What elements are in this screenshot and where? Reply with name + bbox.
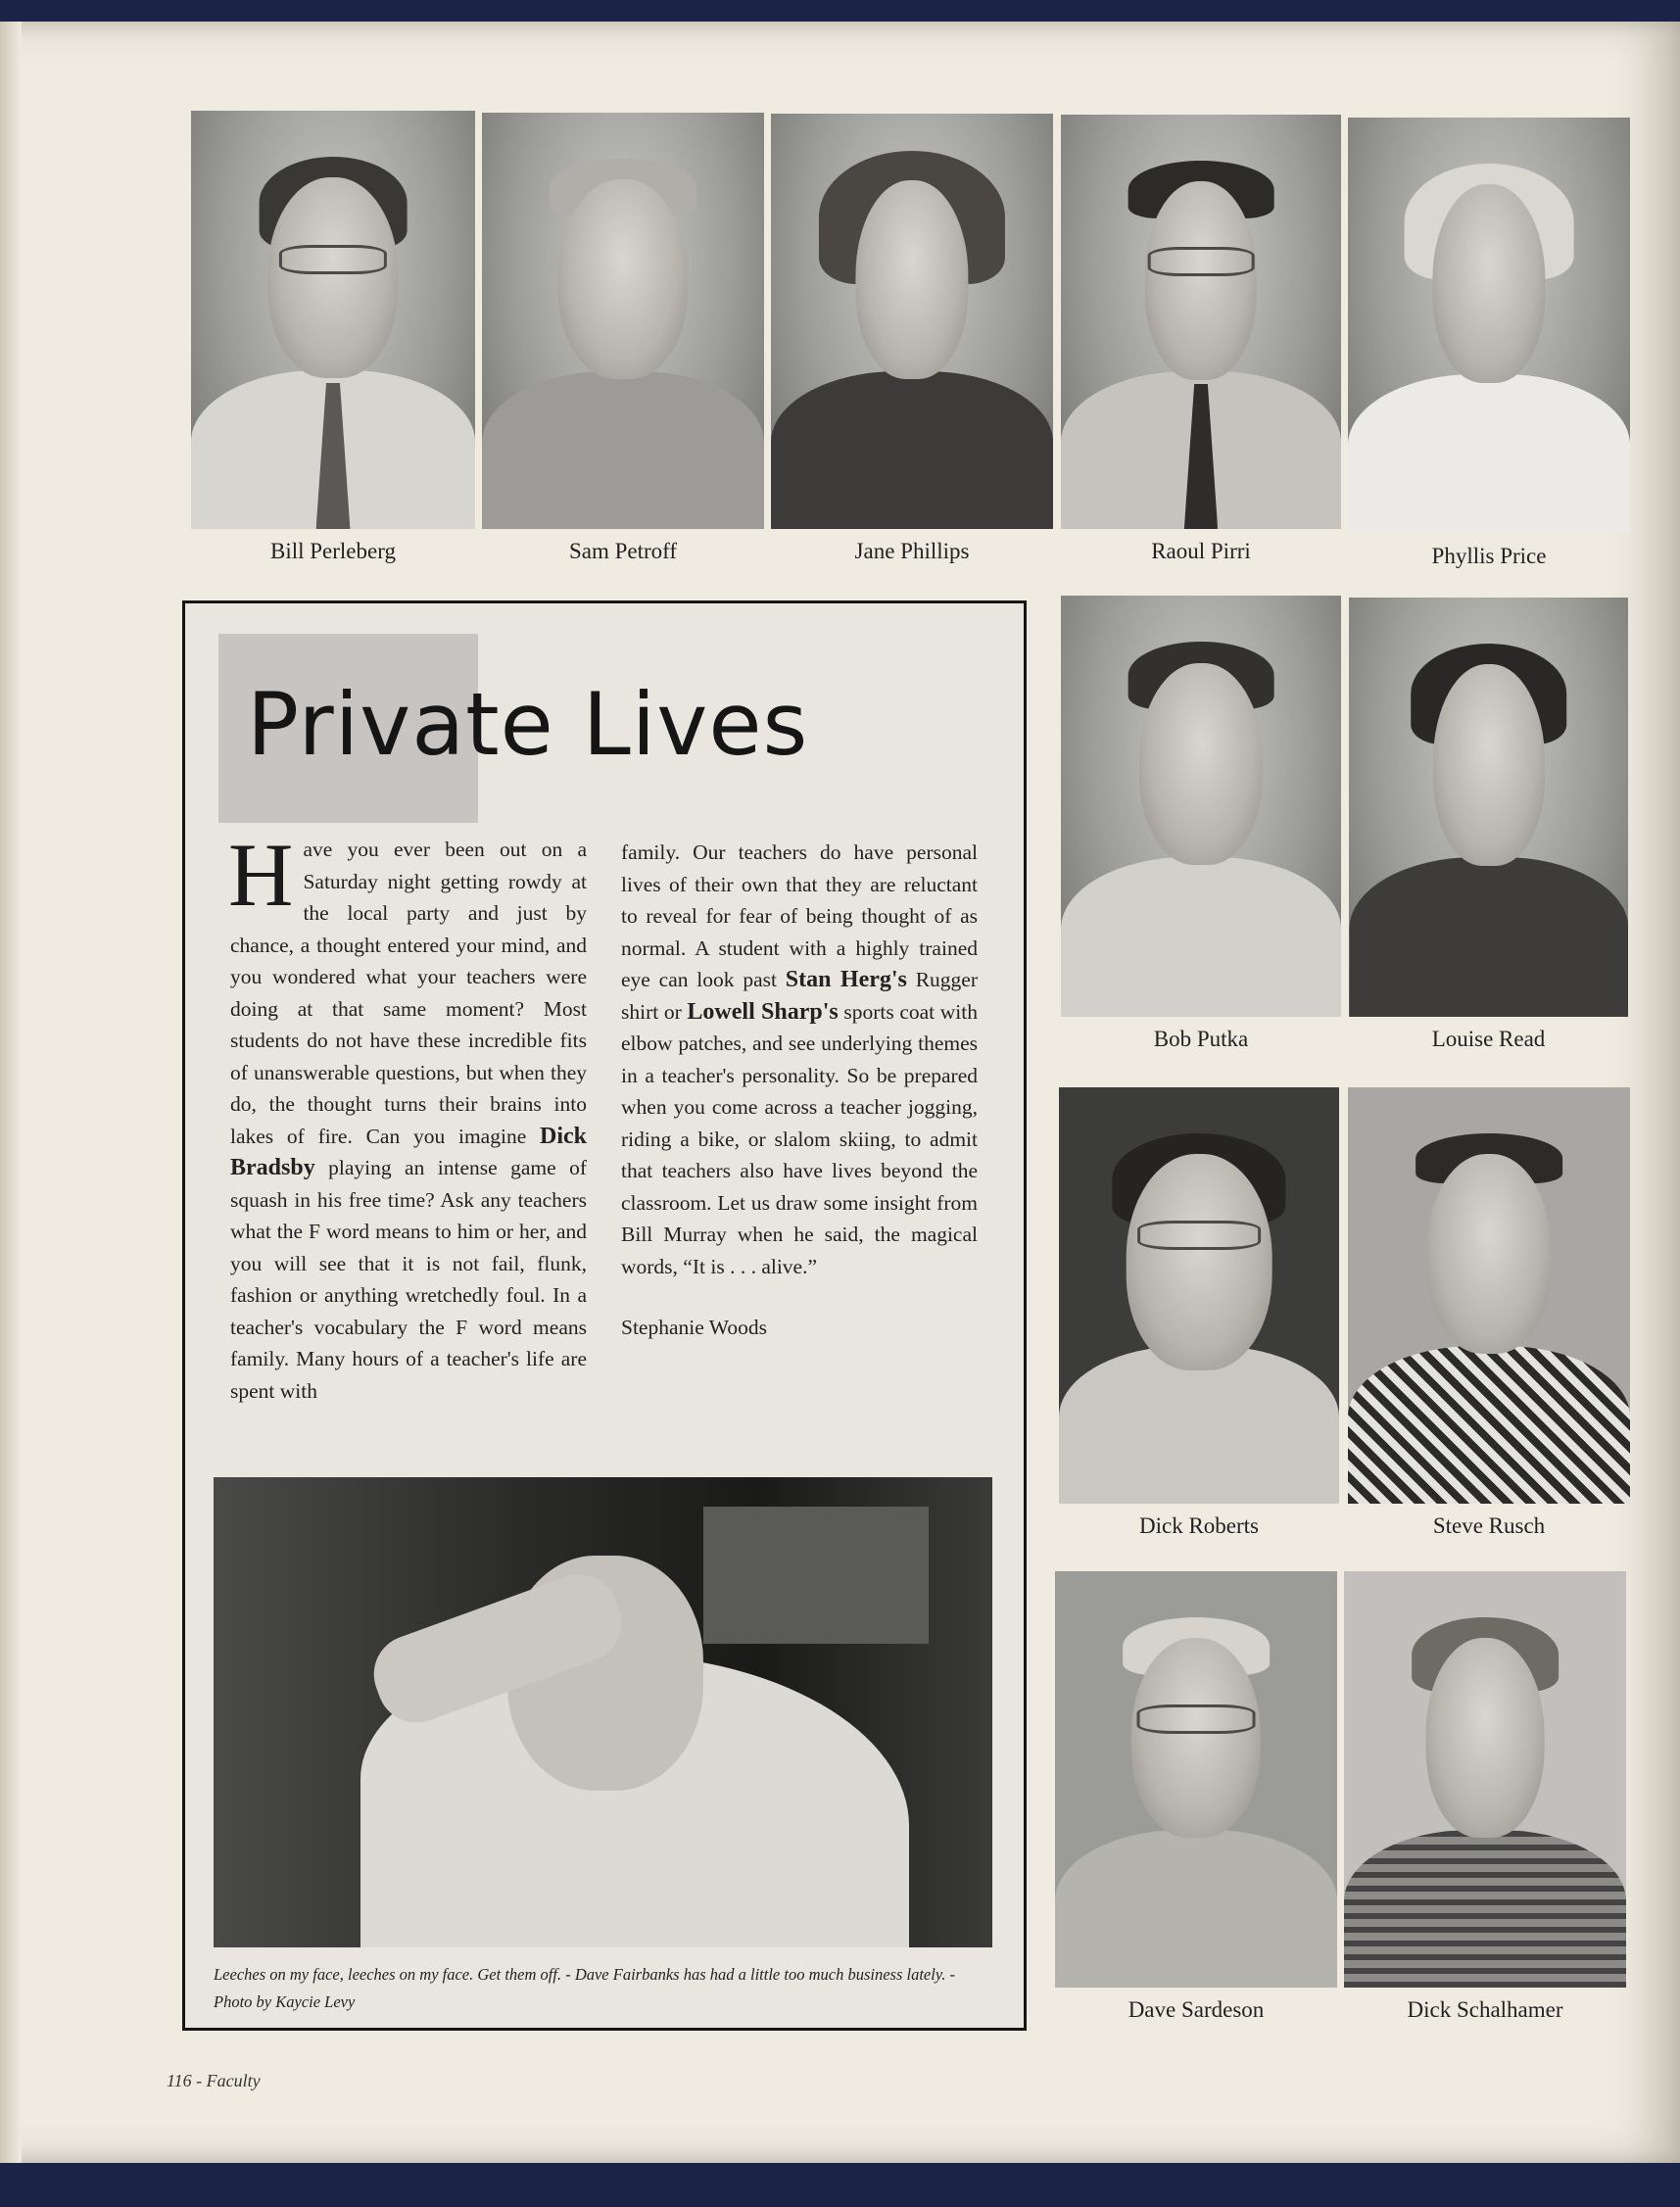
article-text: Rugger shirt or <box>621 968 978 1024</box>
portrait-caption: Dave Sardeson <box>1128 1997 1265 2022</box>
article-column-1 <box>228 825 587 1407</box>
page-footer: 116 - Faculty <box>167 2071 261 2090</box>
portrait-photo <box>191 111 475 529</box>
page-spine <box>0 22 22 2163</box>
portrait-caption: Bob Putka <box>1153 1027 1249 1051</box>
portrait-caption: Dick Schalhamer <box>1407 1997 1563 2022</box>
portrait-caption: Jane Phillips <box>854 539 970 563</box>
candid-photo <box>214 1477 992 1947</box>
portrait-photo <box>1344 1571 1626 1988</box>
teacher-name: Stan Herg's <box>785 967 907 992</box>
portrait-photo <box>1059 1087 1339 1504</box>
article-text: family. Our teachers do have personal lives of their own that they are reluctant to reveal for fear of being thought of as normal. A student with a highly trained eye can look past <box>621 840 978 991</box>
portrait-caption: Phyllis Price <box>1431 544 1547 568</box>
photo-caption: Leeches on my face, leeches on my face. Get them off. - Dave Fairbanks has had a little too much business lately. - Photo by Kaycie Levy <box>214 1965 955 2011</box>
portrait-photo <box>771 114 1053 529</box>
teacher-name: Dick Bradsby <box>230 1123 587 1180</box>
article-column-2 <box>621 837 978 1344</box>
portrait-caption: Bill Perleberg <box>270 539 396 563</box>
portrait-photo <box>1061 115 1341 529</box>
portrait-photo <box>482 113 764 529</box>
article-text: ave you ever been out on a Saturday night getting rowdy at the local party and just by chance, a thought entered your mind, and you wondered what your teachers were doing at that same moment? Most students do not have these incredible fits of unanswerable questions, but when they do, the thought turns their brains into lakes of fire. Can you imagine <box>230 838 587 1148</box>
portrait-caption: Steve Rusch <box>1432 1513 1546 1538</box>
portrait-caption: Raoul Pirri <box>1151 539 1251 563</box>
portrait-photo <box>1348 1087 1630 1504</box>
drop-cap: H <box>228 825 294 925</box>
teacher-name: Lowell Sharp's <box>687 998 839 1025</box>
portrait-photo <box>1348 118 1630 532</box>
article-text: playing an intense game of squash in his free time? Ask any teachers what the F word means to him or her, and you will see that it is not fail, flunk, fashion or anything wretchedly foul. In a teacher's vocabulary the F word means family. Many hours of a teacher's life are spent with <box>230 1156 587 1403</box>
portrait-photo <box>1061 596 1341 1017</box>
portrait-caption: Sam Petroff <box>568 539 678 563</box>
article-title: Private Lives <box>247 674 809 775</box>
portrait-photo <box>1349 598 1628 1017</box>
article-author: Stephanie Woods <box>621 1316 767 1339</box>
portrait-photo <box>1055 1571 1337 1988</box>
portrait-caption: Dick Roberts <box>1138 1513 1259 1538</box>
article-text: sports coat with elbow patches, and see underlying themes in a teacher's personality. So be prepared when you come across a teacher jogging, riding a bike, or slalom skiing, to admit that teachers also have lives beyond the classroom. Let us draw some insight from Bill Murray when he said, the magical words, “It is . . . alive.” <box>621 999 979 1278</box>
portrait-caption: Louise Read <box>1431 1027 1546 1051</box>
